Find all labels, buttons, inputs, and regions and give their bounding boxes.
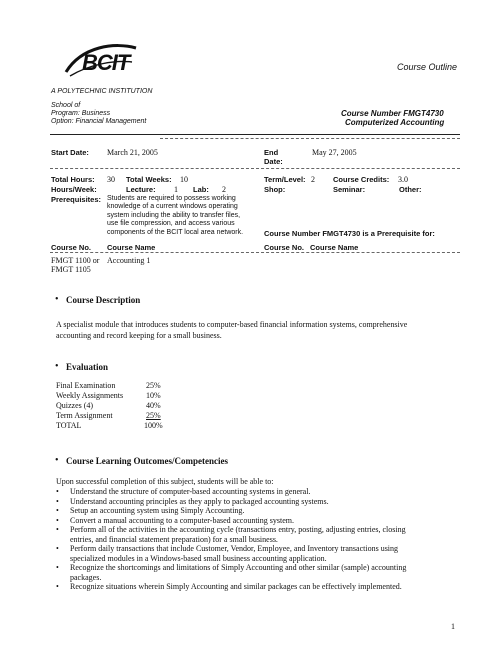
school-label: School of: [51, 102, 81, 109]
course-credits-label: Course Credits:: [333, 175, 390, 184]
hours-week-label: Hours/Week:: [51, 185, 97, 194]
evaluation-total-percent: 100%: [144, 421, 163, 430]
course-title: Computerized Accounting: [345, 118, 445, 127]
outcome-line: Perform daily transactions that include Customer, Vendor, Employee, and Inventory transactions using: [70, 544, 399, 553]
outcome-item: [56, 506, 466, 516]
bullet-icon: •: [55, 294, 59, 305]
logo-text: BCIT: [82, 50, 130, 75]
option-label: Option: Financial Management: [51, 118, 147, 125]
prerequisites-label: Prerequisites:: [51, 195, 102, 204]
outcome-item: [56, 525, 466, 544]
bullet-icon: •: [56, 582, 59, 591]
bcit-logo: [60, 42, 140, 80]
outcome-line: Recognize the shortcomings and limitations of Simply Accounting and other similar (sample) accounting: [70, 563, 407, 572]
start-date-value: March 21, 2005: [107, 148, 158, 157]
total-weeks-label: Total Weeks:: [126, 175, 172, 184]
evaluation-table: [56, 381, 166, 431]
prereq-line: knowledge of a current windows operating: [107, 203, 238, 211]
course-name-header-2: Course Name: [310, 243, 359, 252]
course-no-header-2: Course No.: [264, 243, 305, 252]
prereq-course-1: FMGT 1100 or: [51, 256, 100, 265]
outcomes-intro: Upon successful completion of this subject, students will be able to:: [56, 477, 274, 486]
end-date-value: May 27, 2005: [312, 148, 357, 157]
prereq-line: components of the BCIT local area network.: [107, 228, 244, 236]
course-number: Course Number FMGT4730: [341, 109, 444, 118]
lab-value: 2: [222, 185, 226, 194]
prereq-line: system including the ability to transfer files,: [107, 211, 241, 219]
bullet-icon: •: [56, 563, 59, 572]
outcome-item: [56, 516, 466, 526]
course-no-header: Course No.: [51, 243, 92, 252]
evaluation-percent: 25%: [146, 411, 161, 420]
course-name-header: Course Name: [107, 243, 156, 252]
outcomes-heading: Course Learning Outcomes/Competencies: [66, 456, 228, 466]
outcome-line: specialized modules in a Windows-based small business accounting application.: [70, 553, 327, 563]
bullet-icon: •: [56, 496, 59, 506]
outcome-line: packages.: [70, 572, 102, 582]
evaluation-row: [56, 391, 166, 401]
bullet-icon: •: [56, 525, 59, 534]
end-date-label: End: [264, 148, 279, 157]
outcome-item: [56, 544, 466, 563]
prerequisite-for-label: Course Number FMGT4730 is a Prerequisite for:: [264, 229, 435, 238]
prerequisites-text: [107, 195, 243, 237]
bullet-icon: •: [55, 361, 59, 372]
prereq-line: Students are required to possess working: [107, 195, 236, 202]
shop-label: Shop:: [264, 185, 286, 194]
bullet-icon: •: [56, 544, 59, 553]
evaluation-row: [56, 381, 166, 391]
outcomes-list: [56, 487, 466, 592]
total-hours-label: Total Hours:: [51, 175, 95, 184]
evaluation-percent: 40%: [146, 401, 161, 410]
outcome-item: [56, 563, 466, 582]
outcome-line: Perform all of the activities in the accounting cycle (transactions entry, posting, adjusting entries, closing: [70, 525, 406, 534]
seminar-label: Seminar:: [333, 185, 366, 194]
info-divider: [50, 168, 460, 169]
start-date-label: Start Date:: [51, 148, 89, 157]
divider-dashed: [160, 138, 460, 139]
course-description-text: [56, 320, 407, 341]
prereq-course-2: FMGT 1105: [51, 265, 91, 274]
bullet-icon: •: [56, 515, 59, 525]
evaluation-percent: 25%: [146, 381, 161, 390]
description-line: A specialist module that introduces students to computer-based financial information systems, comprehensive: [56, 320, 408, 329]
prereq-line: use file compression, and access various: [107, 220, 235, 228]
bullet-icon: •: [56, 506, 59, 515]
evaluation-total-row: [56, 421, 166, 431]
evaluation-item: Term Assignment: [56, 411, 113, 420]
description-line: accounting and record keeping for a small business.: [56, 330, 222, 340]
header-divider: [50, 134, 460, 135]
term-level-label: Term/Level:: [264, 175, 306, 184]
outcome-item: [56, 497, 466, 507]
outcome-line: Understand the structure of computer-based accounting systems in general.: [70, 487, 311, 496]
page-number: 1: [451, 622, 455, 631]
evaluation-row: [56, 401, 166, 411]
outcome-line: Understand accounting principles as they apply to packaged accounting systems.: [70, 496, 329, 506]
prereq-course-1-name: Accounting 1: [107, 256, 151, 265]
lecture-value: 1: [174, 185, 178, 194]
term-level-value: 2: [311, 175, 315, 184]
program-label: Program: Business: [51, 110, 111, 117]
document-type: Course Outline: [397, 62, 458, 72]
evaluation-item: Weekly Assignments: [56, 391, 124, 400]
course-credits-value: 3.0: [398, 175, 408, 184]
outcome-line: Recognize situations wherein Simply Accounting and similar packages can be effectively implemented.: [70, 582, 402, 591]
evaluation-row: [56, 411, 166, 421]
outcome-line: Convert a manual accounting to a computer-based accounting system.: [70, 515, 294, 525]
outcome-item: [56, 487, 466, 497]
course-description-heading: Course Description: [66, 295, 141, 305]
evaluation-percent: 10%: [146, 391, 161, 400]
outcome-line: entries, and financial statement preparation) for a small business.: [70, 534, 278, 544]
institution-tagline: A POLYTECHNIC INSTITUTION: [51, 88, 153, 95]
other-label: Other:: [399, 185, 422, 194]
total-weeks-value: 10: [180, 175, 188, 184]
bullet-icon: •: [56, 487, 59, 496]
outcome-line: Setup an accounting system using Simply Accounting.: [70, 506, 245, 515]
outcome-item: [56, 582, 466, 592]
evaluation-item: Quizzes (4): [56, 401, 94, 410]
end-date-label-2: Date:: [264, 157, 283, 166]
evaluation-heading: Evaluation: [66, 362, 109, 372]
evaluation-item: Final Examination: [56, 381, 116, 390]
total-hours-value: 30: [107, 175, 115, 184]
lecture-label: Lecture:: [126, 185, 156, 194]
bullet-icon: •: [55, 455, 59, 466]
evaluation-total-label: TOTAL: [56, 421, 82, 430]
lab-label: Lab:: [193, 185, 209, 194]
prereq-table-divider: [50, 252, 460, 253]
